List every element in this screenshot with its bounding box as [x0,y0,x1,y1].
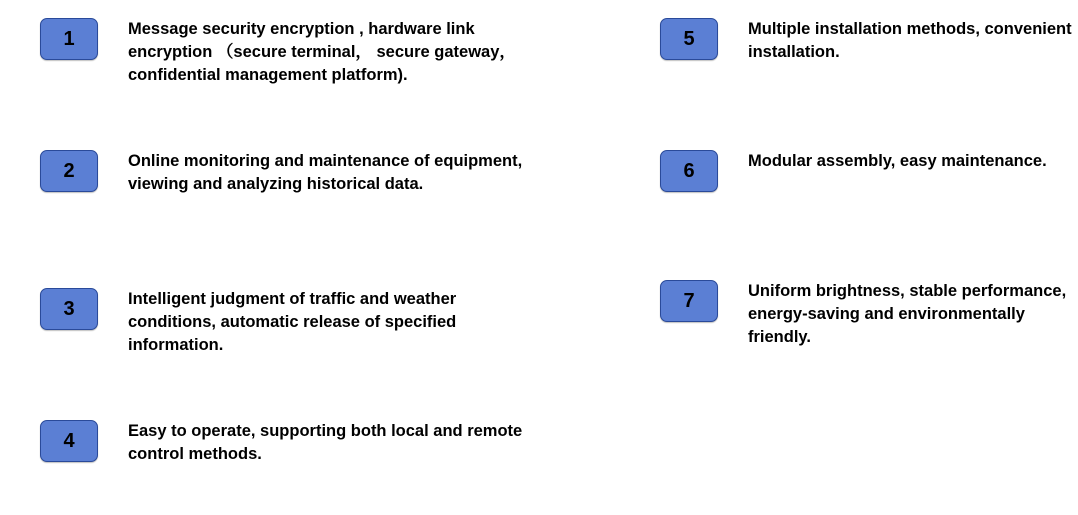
feature-column-right [600,0,1078,515]
item-text: Easy to operate, supporting both local and remote control methods. [128,422,523,463]
item-number-badge: 5 [660,18,718,60]
list-item [40,288,528,356]
item-text: Multiple installation methods, convenient installation. [748,20,1072,61]
list-item [660,18,1078,64]
list-item [660,280,1078,348]
item-number-badge: 1 [40,18,98,60]
item-text: Message security encryption , hardware link encryption （secure terminal， secure gateway， confidential management platform). [128,20,516,84]
item-text: Intelligent judgment of traffic and weather conditions, automatic release of specified information. [128,290,457,354]
list-item [40,420,528,466]
item-number-badge: 3 [40,288,98,330]
item-number-badge: 4 [40,420,98,462]
list-item [40,18,528,86]
item-text: Modular assembly, easy maintenance. [748,152,1047,170]
list-item [660,150,1047,192]
item-text: Online monitoring and maintenance of equipment, viewing and analyzing historical data. [128,152,523,193]
list-item [40,150,528,196]
item-number-badge: 6 [660,150,718,192]
item-number-badge: 7 [660,280,718,322]
item-number-badge: 2 [40,150,98,192]
item-text: Uniform brightness, stable performance, energy-saving and environmentally friendly. [748,282,1067,346]
